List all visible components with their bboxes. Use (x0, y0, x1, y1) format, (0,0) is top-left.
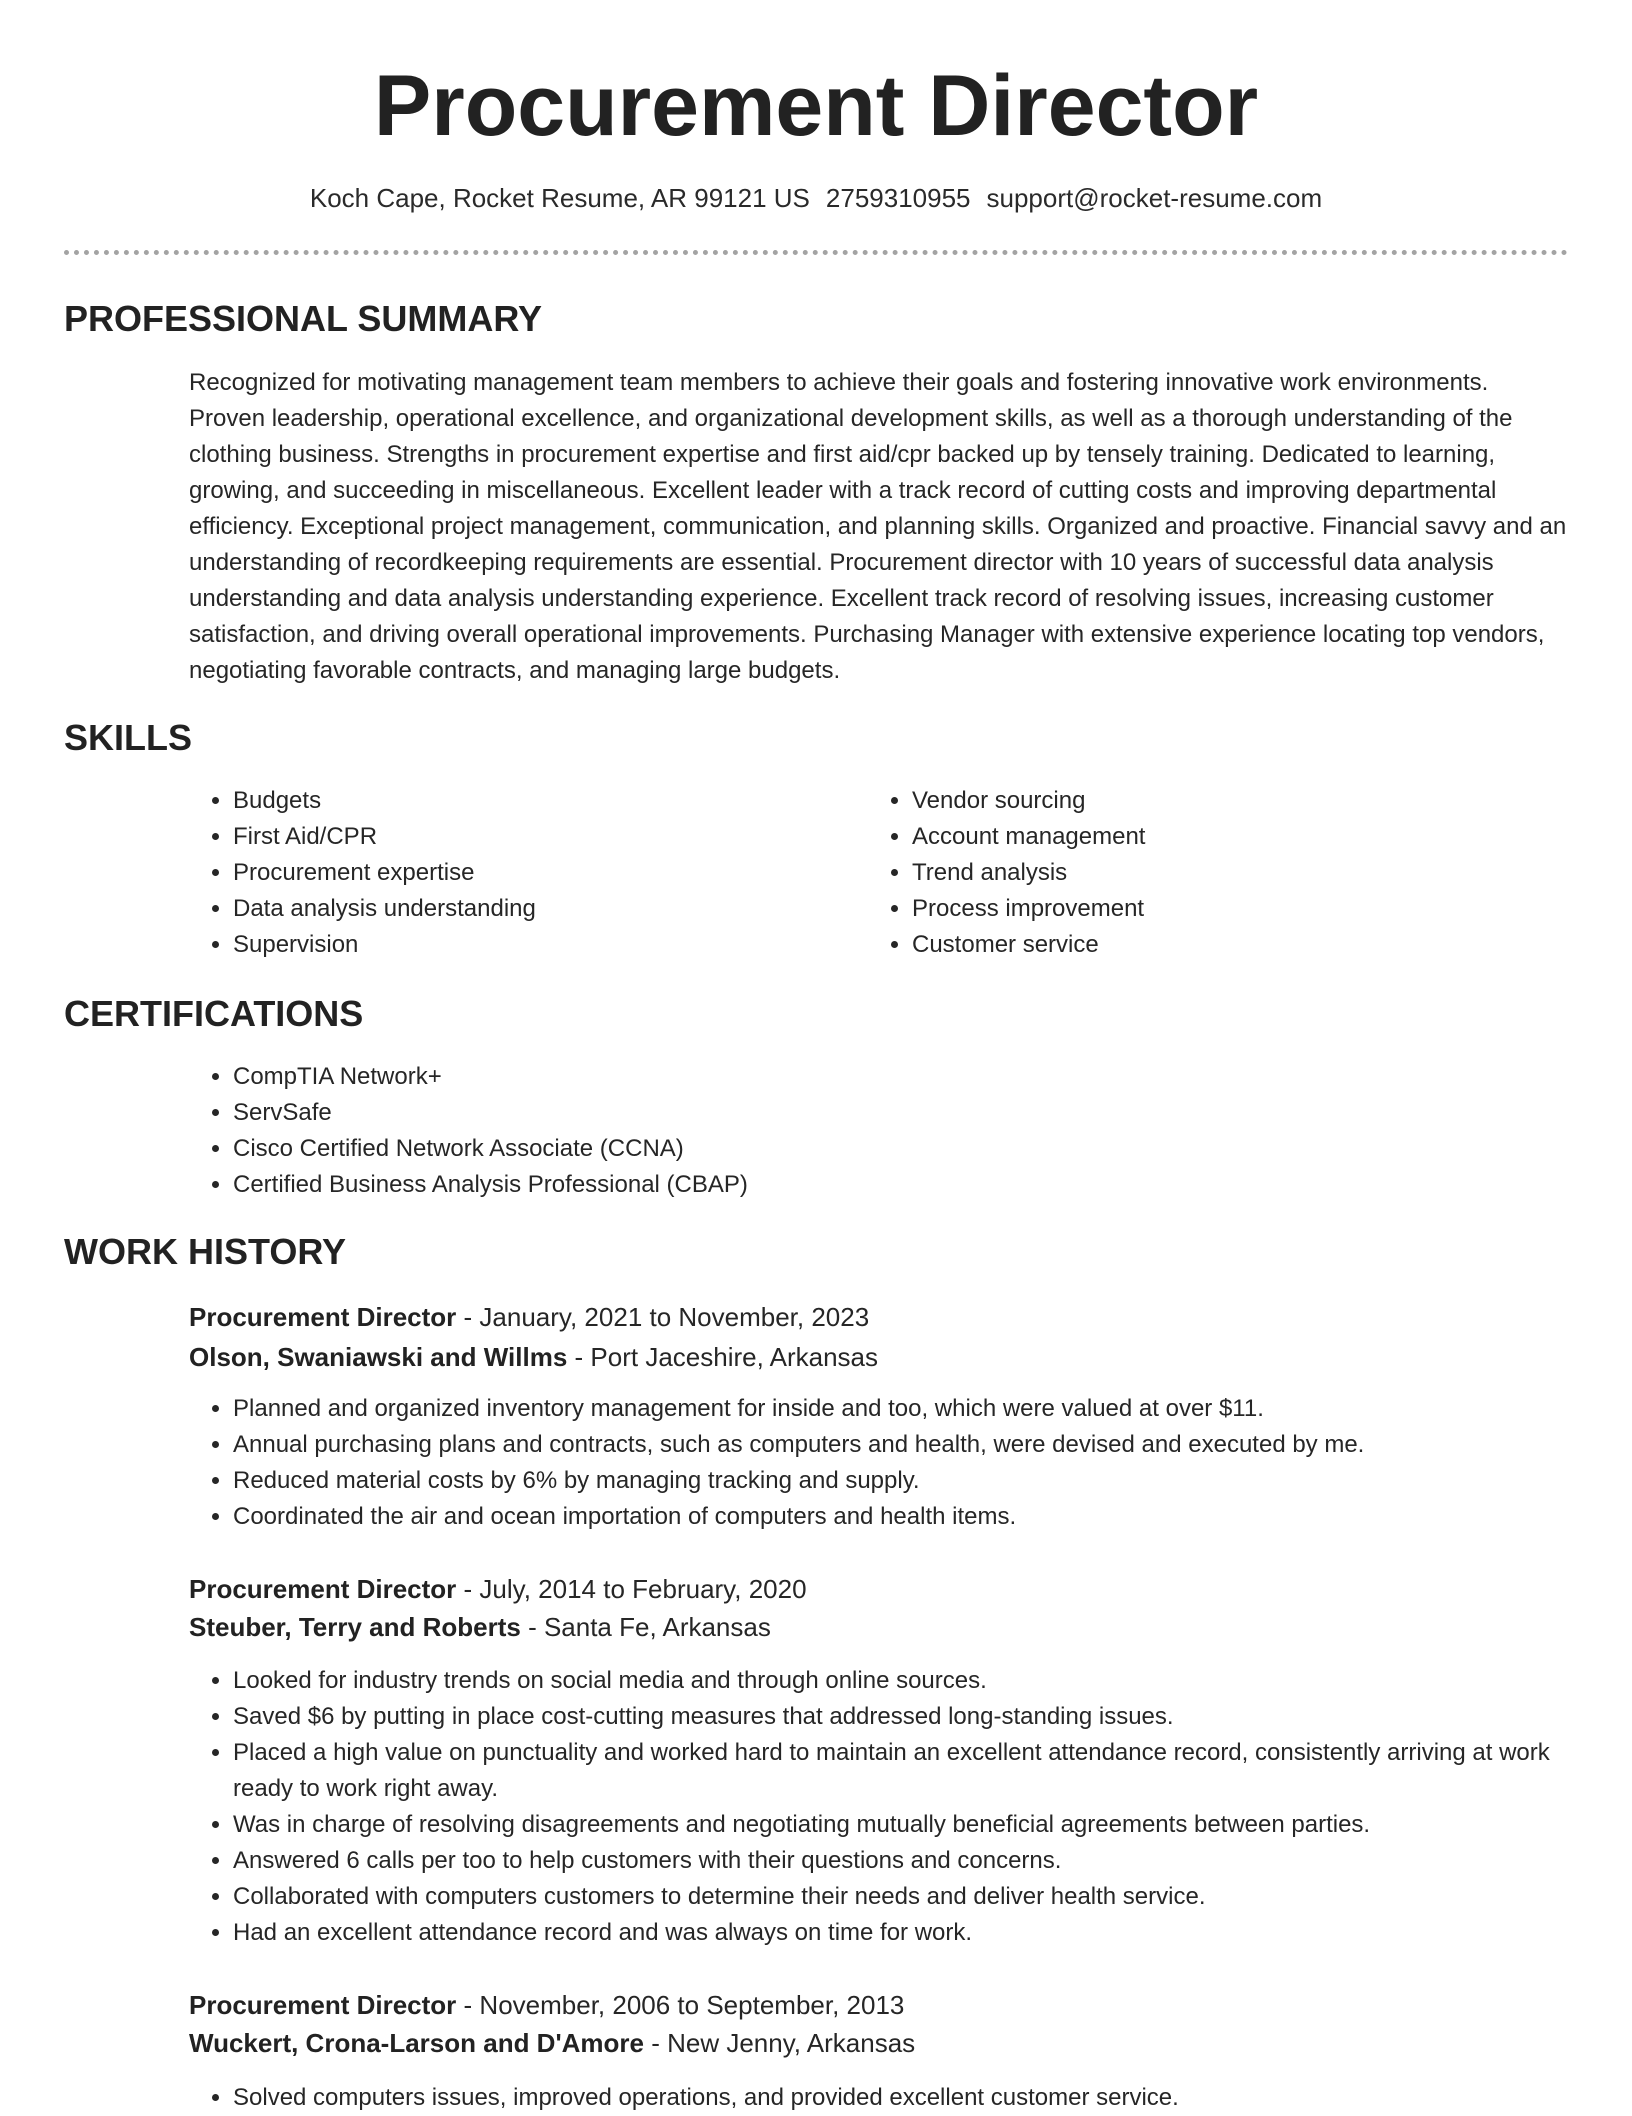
contact-phone: 2759310955 (825, 183, 971, 213)
certification-item: • Certified Business Analysis Professional (CBAP) (233, 1167, 1233, 1203)
job-bullets (189, 1391, 1613, 1535)
job-bullet: • Looked for industry trends on social media and through online sources. (233, 1663, 1613, 1699)
job-bullets (189, 2080, 1613, 2116)
skill-item: • Supervision (233, 927, 833, 963)
summary-text: Recognized for motivating management team members to achieve their goals and fostering innovative work environments. Proven leadership, operational excellence, and organizational development skills, as well as a thorough understanding of the clothing business. Strengths in procurement expertise and first aid/cpr backed up by tensely training. Dedicated to learning, growing, and succeeding in miscellaneous. Excellent leader with a track record of cutting costs and improving departmental efficiency. Exceptional project management, communication, and planning skills. Organized and proactive. Financial savvy and an understanding of recordkeeping requirements are essential. Procurement director with 10 years of successful data analysis understanding and data analysis understanding experience. Excellent track record of resolving issues, increasing customer satisfaction, and driving overall operational improvements. Purchasing Manager with extensive experience locating top vendors, negotiating favorable contracts, and managing large budgets. (189, 369, 1567, 684)
job-bullet: • Coordinated the air and ocean importation of computers and health items. (233, 1499, 1613, 1535)
certifications-list (189, 1059, 1233, 1203)
job-bullet: • Reduced material costs by 6% by managing tracking and supply. (233, 1463, 1613, 1499)
job-bullet: • Was in charge of resolving disagreements and negotiating mutually beneficial agreements between parties. (233, 1807, 1613, 1843)
certification-item: • ServSafe (233, 1095, 1233, 1131)
job-location: - New Jenny, Arkansas (644, 2028, 916, 2058)
resume-name: Procurement Director (373, 58, 1259, 154)
job-role: Procurement Director (189, 1990, 457, 2020)
job-company: Wuckert, Crona-Larson and D'Amore (189, 2028, 644, 2058)
skill-item: • Account management (912, 819, 1512, 855)
contact-address: Koch Cape, Rocket Resume, AR 99121 US (309, 183, 810, 213)
job-title-line (189, 1986, 904, 2024)
skills-heading: SKILLS (64, 717, 193, 758)
job-bullet: • Planned and organized inventory management for inside and too, which were valued at over $11. (233, 1391, 1613, 1427)
job-bullet: • Collaborated with computers customers to determine their needs and deliver health service. (233, 1879, 1613, 1915)
job-bullet: • Answered 6 calls per too to help customers with their questions and concerns. (233, 1843, 1613, 1879)
job-role: Procurement Director (189, 1574, 457, 1604)
skill-item: • Budgets (233, 783, 833, 819)
job-bullet: • Had an excellent attendance record and was always on time for work. (233, 1915, 1613, 1951)
job-dates: - July, 2014 to February, 2020 (456, 1574, 807, 1604)
job-dates: - November, 2006 to September, 2013 (456, 1990, 905, 2020)
work-history-heading: WORK HISTORY (64, 1231, 347, 1272)
summary-heading: PROFESSIONAL SUMMARY (64, 298, 543, 339)
skill-item: • Procurement expertise (233, 855, 833, 891)
certification-item: • CompTIA Network+ (233, 1059, 1233, 1095)
contact-line (0, 182, 1632, 214)
skill-item: • Data analysis understanding (233, 891, 833, 927)
job-bullets (189, 1663, 1613, 1951)
certification-item: • Cisco Certified Network Associate (CCNA) (233, 1131, 1233, 1167)
skill-item: • Trend analysis (912, 855, 1512, 891)
job-company-line (189, 1338, 878, 1376)
skill-item: • First Aid/CPR (233, 819, 833, 855)
job-bullet: • Saved $6 by putting in place cost-cutting measures that addressed long-standing issues. (233, 1699, 1613, 1735)
skills-list-left (189, 783, 833, 963)
job-bullet: • Solved computers issues, improved operations, and provided excellent customer service. (233, 2080, 1613, 2116)
job-bullet: • Annual purchasing plans and contracts, such as computers and health, were devised and executed by me. (233, 1427, 1613, 1463)
job-bullet: • Placed a high value on punctuality and worked hard to maintain an excellent attendance record, consistently arriving at work ready to work right away. (233, 1735, 1613, 1807)
contact-email[interactable]: support@rocket-resume.com (986, 183, 1323, 213)
job-location: - Port Jaceshire, Arkansas (567, 1342, 878, 1372)
job-company-line (189, 1608, 771, 1646)
job-title-line (189, 1570, 807, 1608)
skill-item: • Process improvement (912, 891, 1512, 927)
job-company: Olson, Swaniawski and Willms (189, 1342, 568, 1372)
skill-item: • Vendor sourcing (912, 783, 1512, 819)
skill-item: • Customer service (912, 927, 1512, 963)
job-location: - Santa Fe, Arkansas (520, 1612, 771, 1642)
header-divider (64, 250, 1568, 255)
job-title-line (189, 1298, 869, 1336)
skills-list-right (868, 783, 1512, 963)
job-role: Procurement Director (189, 1302, 457, 1332)
job-dates: - January, 2021 to November, 2023 (456, 1302, 870, 1332)
job-company: Steuber, Terry and Roberts (189, 1612, 521, 1642)
certifications-heading: CERTIFICATIONS (64, 993, 364, 1034)
job-company-line (189, 2024, 915, 2062)
